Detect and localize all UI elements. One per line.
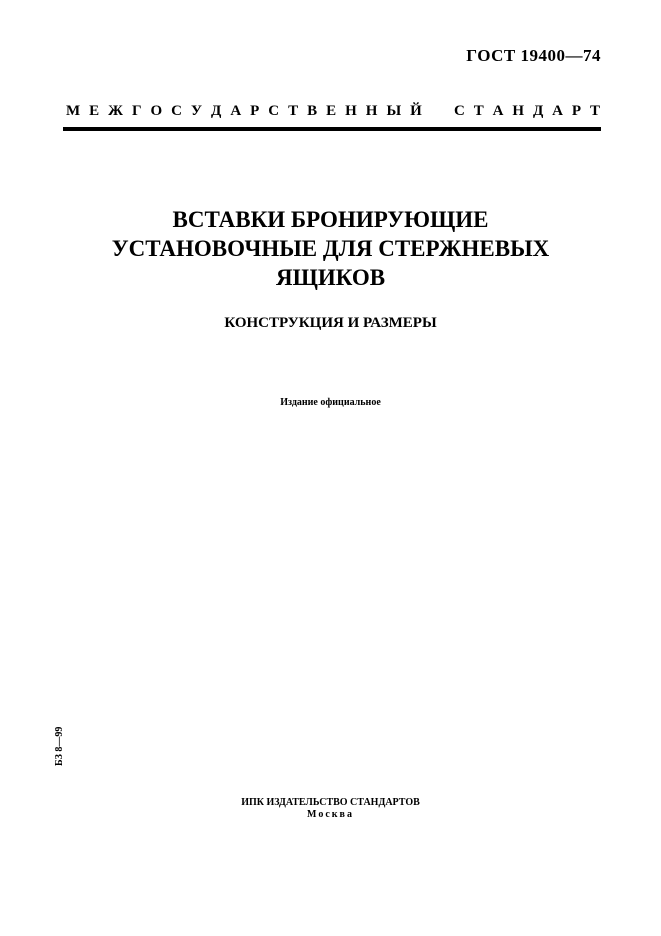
heading-letter: Ж [108,103,123,119]
document-subtitle: КОНСТРУКЦИЯ И РАЗМЕРЫ [224,315,437,331]
heading-letter: Р [250,103,260,119]
heading-letter: Й [410,103,422,119]
document-title [60,205,601,292]
heading-letter: Р [571,103,582,119]
publisher-city: Москва [307,809,354,820]
heading-letter: Е [326,103,337,119]
heading-letter: С [454,103,465,119]
heading-letter: В [307,103,318,119]
heading-letter: С [171,103,183,119]
heading-letter: Ы [386,103,402,119]
document-code: ГОСТ 19400—74 [466,46,601,65]
heading-letter: Д [532,103,544,119]
heading-letter: Е [89,103,100,119]
title-line-1: ВСТАВКИ БРОНИРУЮЩИЕ [172,207,489,232]
side-registration-code: БЗ 8—99 [54,726,65,766]
publisher-name: ИПК ИЗДАТЕЛЬСТВО СТАНДАРТОВ [241,797,420,808]
title-line-2: УСТАНОВОЧНЫЕ ДЛЯ СТЕРЖНЕВЫХ [111,236,550,261]
heading-letter: Т [288,103,299,119]
heading-letter: Д [211,103,222,119]
title-line-3: ЯЩИКОВ [275,265,386,290]
standard-type-heading [66,103,600,120]
heading-letter: Н [365,103,378,119]
heading-letter: А [492,103,504,119]
standard-type-word-1 [66,103,422,120]
header-rule [63,127,601,131]
heading-letter: Н [512,103,525,119]
heading-letter: У [191,103,203,119]
heading-letter: С [268,103,280,119]
edition-note: Издание официальное [280,397,381,408]
heading-letter: А [552,103,563,119]
heading-letter: Т [473,103,484,119]
heading-letter: Н [345,103,357,119]
heading-letter: А [230,103,242,119]
heading-letter: Т [589,103,600,119]
heading-letter: О [150,103,163,119]
standard-type-word-2 [454,103,600,120]
heading-letter: Г [131,103,142,119]
heading-letter: М [66,103,81,119]
